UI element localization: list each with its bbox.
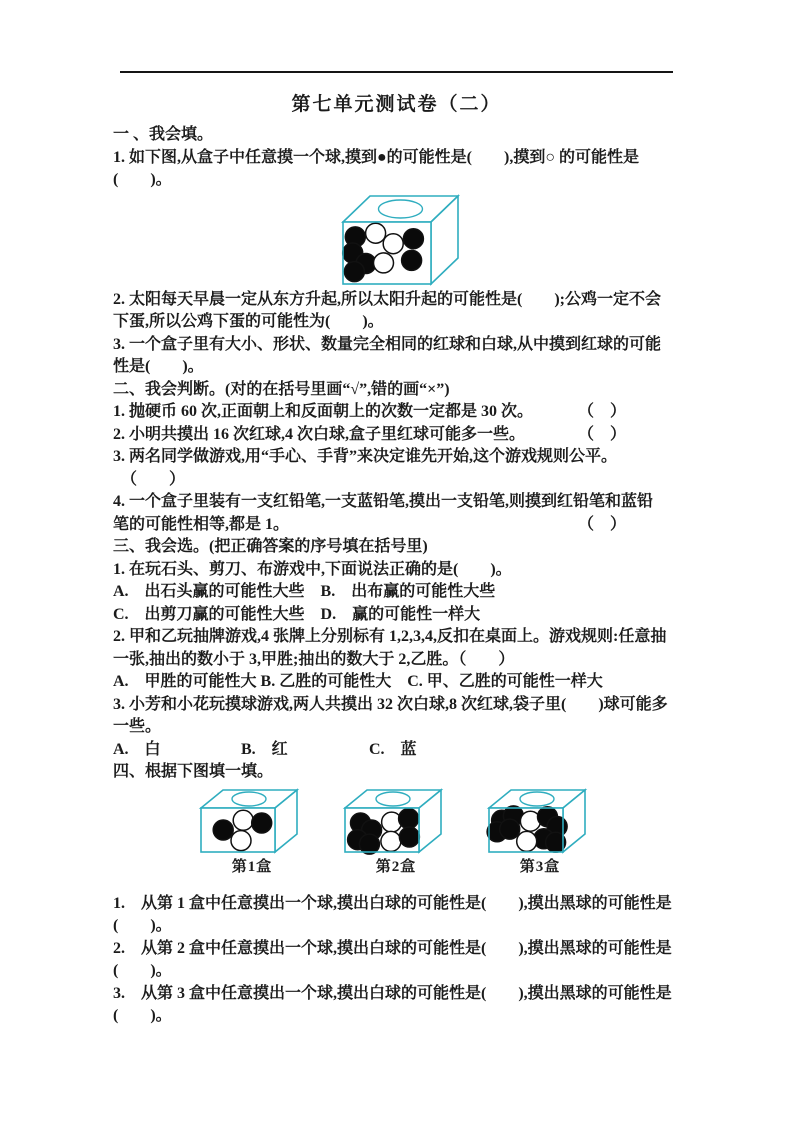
white-ball: [383, 233, 403, 253]
black-ball: [399, 808, 419, 828]
text-line: [113, 446, 681, 469]
line-text: 一 、我会填。: [113, 126, 214, 143]
text-line: [113, 626, 681, 649]
text-line: [113, 649, 681, 672]
box-hole: [379, 200, 423, 218]
black-ball: [402, 250, 422, 270]
judge-line: [113, 401, 681, 424]
option-item: C. 蓝: [369, 740, 417, 758]
white-ball: [517, 831, 537, 851]
box-hole: [520, 792, 554, 806]
line-text: 4. 一个盒子里装有一支红铅笔,一支蓝铅笔,摸出一支铅笔,则摸到红铅笔和蓝铅: [113, 493, 654, 510]
line-text: 四、根据下图填一填。: [113, 763, 274, 780]
line-text: 三、我会选。(把正确答案的序号填在括号里): [113, 538, 428, 555]
answer-slot: （ ）: [577, 403, 626, 420]
line-text: C. 出剪刀赢的可能性大些 D. 赢的可能性一样大: [113, 605, 481, 623]
box-1-label: 第1盒: [231, 858, 273, 875]
page-title: 第七单元测试卷（二）: [291, 94, 502, 115]
box-1-group: [193, 784, 311, 877]
line-text: 1. 在玩石头、剪刀、布游戏中,下面说法正确的是( )。: [113, 560, 512, 578]
line-text: 一张,抽出的数小于 3,甲胜;抽出的数大于 2,乙胜。（ ）: [113, 650, 515, 668]
line-text: 2. 太阳每天早晨一定从东方升起,所以太阳升起的可能性是( );公鸡一定不会: [113, 290, 661, 308]
text-line: [113, 147, 681, 170]
white-ball: [366, 223, 386, 243]
line-text: 二、我会判断。(对的在括号里画“√”,错的画“×”): [113, 380, 450, 398]
text-line: [113, 289, 681, 312]
text-line: [113, 491, 681, 514]
text-line: [113, 938, 681, 961]
judge-text: 2. 小明共摸出 16 次红球,4 次白球,盒子里红球可能多一些。: [113, 425, 526, 443]
text-line: [113, 604, 681, 627]
white-ball: [374, 252, 394, 272]
white-ball: [231, 830, 251, 850]
option-item: A. 白: [113, 740, 161, 758]
line-text: 1. 从第 1 盒中任意摸出一个球,摸出白球的可能性是( ),摸出黑球的可能性是: [113, 894, 672, 912]
line-text: 3. 两名同学做游戏,用“手心、手背”来决定谁先开始,这个游戏规则公平。: [113, 448, 618, 465]
line-text: A. 甲胜的可能性大 B. 乙胜的可能性大 C. 甲、乙胜的可能性一样大: [113, 673, 603, 690]
line-text: 性是( )。: [113, 358, 204, 375]
text-line: [113, 694, 681, 717]
text-line: [113, 311, 681, 334]
text-line: [113, 915, 681, 938]
white-ball: [233, 810, 253, 830]
line-text: 1. 如下图,从盒子中任意摸一个球,摸到●的可能性是( ),摸到○ 的可能性是: [113, 148, 639, 166]
text-line: [113, 469, 681, 492]
judge-text: 笔的可能性相等,都是 1。: [113, 515, 290, 533]
text-line: [113, 581, 681, 604]
q1-box-drawing: [339, 192, 471, 288]
question1-box-diagram: [113, 192, 681, 289]
text-line: [113, 1005, 681, 1028]
judge-line: [113, 514, 681, 537]
box-1-drawing: [193, 784, 311, 856]
line-text: 2. 从第 2 盒中任意摸出一个球,摸出白球的可能性是( ),摸出黑球的可能性是: [113, 939, 672, 957]
section-heading: [113, 761, 681, 784]
section-heading: [113, 379, 681, 402]
line-text: 2. 甲和乙玩抽牌游戏,4 张牌上分别标有 1,2,3,4,反扣在桌面上。游戏规则:任意抽: [113, 628, 667, 645]
black-ball: [403, 228, 423, 248]
text-line: [113, 559, 681, 582]
three-boxes-diagram: [113, 784, 681, 893]
black-ball: [252, 813, 272, 833]
text-line: [113, 716, 681, 739]
black-ball: [359, 834, 379, 854]
text-line: [113, 960, 681, 983]
answer-slot: （ ）: [577, 425, 626, 443]
black-ball: [213, 820, 233, 840]
black-ball: [399, 827, 419, 847]
text-line: [113, 671, 681, 694]
line-text: 3. 一个盒子里有大小、形状、数量完全相同的红球和白球,从中摸到红球的可能: [113, 335, 662, 353]
options-line: [113, 739, 681, 762]
answer-slot: （ ）: [577, 515, 626, 533]
header-rule: [120, 71, 673, 73]
box-3-label: 第3盒: [519, 858, 561, 875]
box-2-label: 第2盒: [375, 858, 417, 875]
black-ball: [344, 261, 364, 281]
box-2-group: [337, 784, 455, 877]
option-item: B. 红: [241, 740, 288, 758]
worksheet-body: [113, 124, 681, 1028]
line-text: 下蛋,所以公鸡下蛋的可能性为( )。: [113, 313, 384, 330]
judge-line: [113, 424, 681, 447]
line-text: 3. 从第 3 盒中任意摸出一个球,摸出白球的可能性是( ),摸出黑球的可能性是: [113, 984, 672, 1002]
box-hole: [232, 792, 266, 806]
box-3-drawing: [481, 784, 599, 856]
text-line: [113, 169, 681, 192]
text-line: [113, 334, 681, 357]
box-2-drawing: [337, 784, 455, 856]
box-hole: [376, 792, 410, 806]
line-text: ( )。: [113, 962, 172, 979]
line-text: ( )。: [113, 917, 172, 934]
section-heading: [113, 536, 681, 559]
text-line: [113, 983, 681, 1006]
box-3-group: [481, 784, 599, 877]
text-line: [113, 893, 681, 916]
line-text: ( )。: [113, 1007, 172, 1024]
judge-text: 1. 抛硬币 60 次,正面朝上和反面朝上的次数一定都是 30 次。: [113, 403, 534, 420]
line-text: A. 出石头赢的可能性大些 B. 出布赢的可能性大些: [113, 583, 496, 600]
white-ball: [381, 831, 401, 851]
line-text: ( )。: [113, 171, 172, 188]
black-ball: [500, 819, 520, 839]
line-text: 3. 小芳和小花玩摸球游戏,两人共摸出 32 次白球,8 次红球,袋子里( )球可能多: [113, 695, 668, 713]
text-line: [113, 356, 681, 379]
line-text: 一些。: [113, 718, 162, 735]
section-heading: [113, 124, 681, 147]
line-text: （ ）: [113, 470, 186, 488]
